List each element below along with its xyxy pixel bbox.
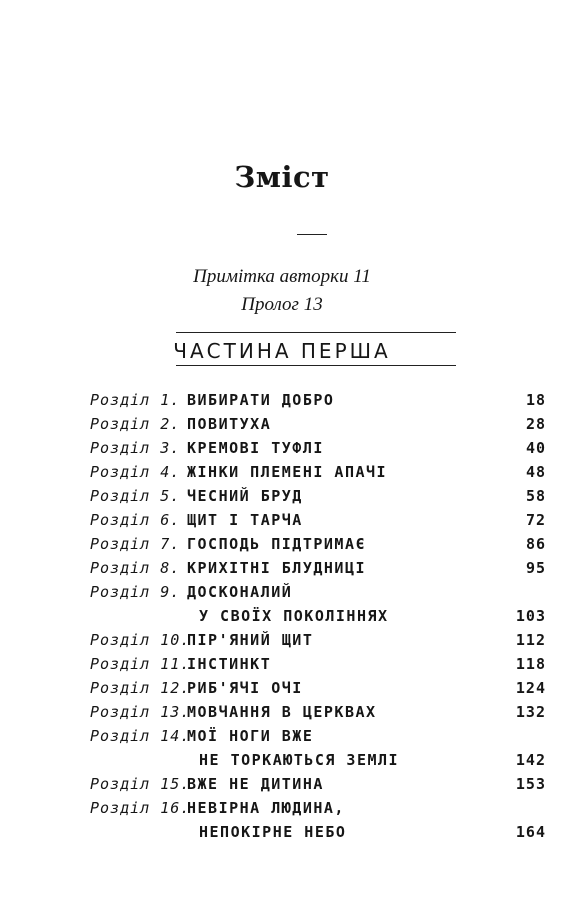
- chapter-page-number: 86: [525, 535, 546, 553]
- toc-entry: [90, 772, 546, 796]
- chapter-page-number: 118: [515, 655, 546, 673]
- toc-entry: [90, 556, 546, 580]
- chapter-label: Розділ 8.: [90, 559, 181, 577]
- chapter-title: ЖІНКИ ПЛЕМЕНІ АПАЧІ: [187, 463, 388, 481]
- chapter-label: Розділ 12.: [90, 679, 191, 697]
- chapter-label: Розділ 15.: [90, 775, 191, 793]
- chapter-title: ЧЕСНИЙ БРУД: [187, 487, 303, 505]
- part-rule-bottom: [176, 365, 456, 366]
- chapter-page-number: 40: [525, 439, 546, 457]
- chapter-label: Розділ 5.: [90, 487, 181, 505]
- chapter-page-number: 164: [515, 823, 546, 841]
- toc-entry: [90, 676, 546, 700]
- chapter-label: Розділ 14.: [90, 727, 191, 745]
- chapter-page-number: 153: [515, 775, 546, 793]
- chapter-title: ВЖЕ НЕ ДИТИНА: [187, 775, 324, 793]
- toc-entry-continuation: [90, 748, 546, 772]
- chapter-title-continuation: НЕПОКІРНЕ НЕБО: [199, 823, 347, 841]
- chapter-label: Розділ 9.: [90, 583, 181, 601]
- part-rule-top: [176, 332, 456, 333]
- toc-entry: [90, 484, 546, 508]
- toc-entry-continuation: [90, 604, 546, 628]
- chapter-title: КРИХІТНІ БЛУДНИЦІ: [187, 559, 367, 577]
- chapter-page-number: 112: [515, 631, 546, 649]
- chapter-page-number: 124: [515, 679, 546, 697]
- toc-entry: [90, 652, 546, 676]
- chapter-title: НЕВІРНА ЛЮДИНА,: [187, 799, 345, 817]
- intro-line-prologue: Пролог 13: [241, 294, 323, 315]
- chapter-title: ПОВИТУХА: [187, 415, 272, 433]
- chapter-label: Розділ 2.: [90, 415, 181, 433]
- toc-entry: [90, 460, 546, 484]
- chapter-label: Розділ 16.: [90, 799, 191, 817]
- toc-entry: [90, 532, 546, 556]
- chapter-title: ГОСПОДЬ ПІДТРИМАЄ: [187, 535, 367, 553]
- chapter-label: Розділ 10.: [90, 631, 191, 649]
- chapter-title: РИБ'ЯЧІ ОЧІ: [187, 679, 303, 697]
- toc-entry: [90, 436, 546, 460]
- chapter-label: Розділ 6.: [90, 511, 181, 529]
- chapter-label: Розділ 13.: [90, 703, 191, 721]
- intro-line-note: Примітка авторки 11: [193, 266, 371, 287]
- toc-entry: [90, 412, 546, 436]
- chapter-label: Розділ 3.: [90, 439, 181, 457]
- chapter-title: МОВЧАННЯ В ЦЕРКВАХ: [187, 703, 377, 721]
- chapter-page-number: 142: [515, 751, 546, 769]
- toc-entry: [90, 388, 546, 412]
- toc-entry: [90, 580, 546, 604]
- chapter-title: ДОСКОНАЛИЙ: [187, 583, 293, 601]
- part-title: ЧАСТИНА ПЕРША: [173, 339, 391, 363]
- chapter-label: Розділ 11.: [90, 655, 191, 673]
- chapter-page-number: 28: [525, 415, 546, 433]
- chapter-title: ВИБИРАТИ ДОБРО: [187, 391, 335, 409]
- chapter-page-number: 103: [515, 607, 546, 625]
- toc-entry: [90, 508, 546, 532]
- chapter-title: ПІР'ЯНИЙ ЩИТ: [187, 631, 314, 649]
- table-of-contents: [90, 388, 546, 844]
- toc-entry: [90, 700, 546, 724]
- chapter-title: ІНСТИНКТ: [187, 655, 272, 673]
- chapter-page-number: 48: [525, 463, 546, 481]
- title-divider: [297, 234, 327, 235]
- chapter-label: Розділ 7.: [90, 535, 181, 553]
- page-title: Зміст: [234, 160, 330, 194]
- chapter-label: Розділ 1.: [90, 391, 181, 409]
- chapter-title: МОЇ НОГИ ВЖЕ: [187, 727, 314, 745]
- chapter-title-continuation: НЕ ТОРКАЮТЬСЯ ЗЕМЛІ: [199, 751, 400, 769]
- chapter-title: ЩИТ І ТАРЧА: [187, 511, 303, 529]
- toc-entry: [90, 796, 546, 820]
- chapter-label: Розділ 4.: [90, 463, 181, 481]
- chapter-title: КРЕМОВІ ТУФЛІ: [187, 439, 324, 457]
- chapter-page-number: 132: [515, 703, 546, 721]
- chapter-page-number: 95: [525, 559, 546, 577]
- chapter-page-number: 18: [525, 391, 546, 409]
- toc-entry: [90, 724, 546, 748]
- toc-entry: [90, 628, 546, 652]
- chapter-page-number: 72: [525, 511, 546, 529]
- toc-entry-continuation: [90, 820, 546, 844]
- chapter-page-number: 58: [525, 487, 546, 505]
- chapter-title-continuation: У СВОЇХ ПОКОЛІННЯХ: [199, 607, 389, 625]
